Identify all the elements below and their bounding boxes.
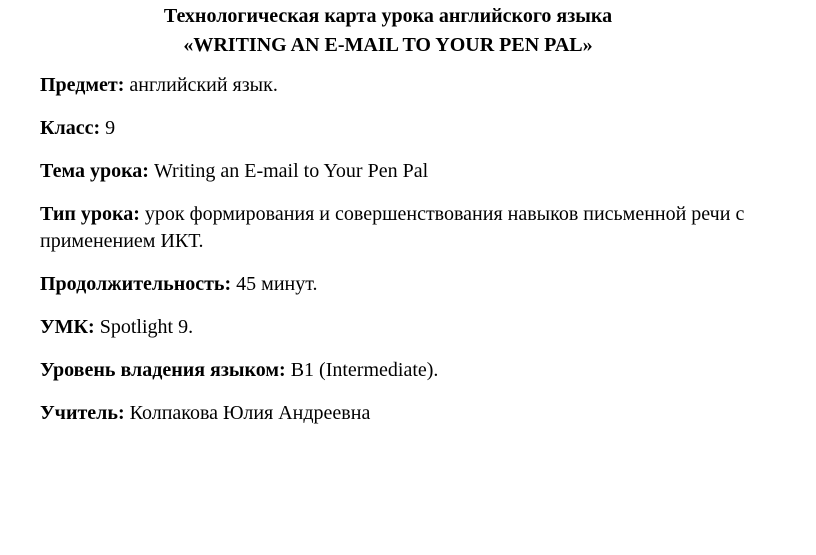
field-value: Writing an E-mail to Your Pen Pal [148, 160, 429, 182]
field-value: 45 минут. [231, 273, 318, 295]
field-label: Тема урока: [40, 160, 149, 182]
field-grade [40, 115, 792, 142]
field-teacher [40, 400, 792, 427]
field-label: Предмет: [40, 74, 125, 96]
field-value: урок формирования и совершенствования навыков письменной речи с применением ИКТ. [40, 203, 745, 252]
field-label: Продолжительность: [40, 273, 232, 295]
lesson-info [40, 72, 792, 427]
field-value: Колпакова Юлия Андреевна [124, 402, 371, 424]
title-line-2: «WRITING AN E-MAIL TO YOUR PEN PAL» [183, 34, 593, 56]
field-lesson-type [40, 201, 792, 255]
field-language-level [40, 357, 792, 384]
field-textbook [40, 314, 792, 341]
field-label: Класс: [40, 117, 101, 139]
field-subject [40, 72, 792, 99]
field-label: Уровень владения языком: [40, 359, 286, 381]
field-label: УМК: [40, 316, 95, 338]
field-value: B1 (Intermediate). [285, 359, 439, 381]
field-value: Spotlight 9. [94, 316, 194, 338]
field-duration [40, 271, 792, 298]
title-line-1: Технологическая карта урока английского языка [163, 5, 613, 27]
document-title [0, 0, 776, 60]
field-value: английский язык. [124, 74, 278, 96]
field-topic [40, 158, 792, 185]
field-label: Тип урока: [40, 203, 140, 225]
field-value: 9 [100, 117, 116, 139]
field-label: Учитель: [40, 402, 125, 424]
